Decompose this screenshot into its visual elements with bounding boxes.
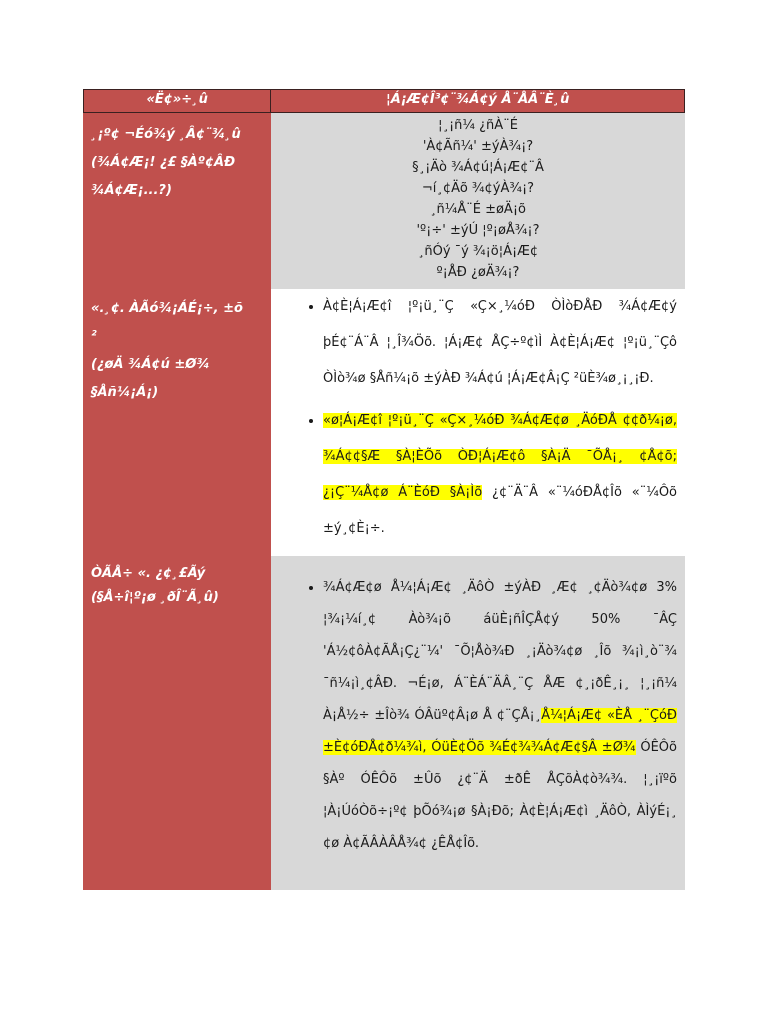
row2-left-cell xyxy=(83,289,271,556)
bullet-list xyxy=(271,572,677,860)
row2-left-line: §Åñ¼¡Á¡) xyxy=(91,385,159,400)
row2-left-line: «.¸¢. ÀÃó¾¡ÁÉ¡÷, ±õ xyxy=(91,301,243,316)
table-row-2 xyxy=(83,289,685,556)
row3-left-line: (§Å÷î¦º¡ø ¸ðÎ¨Ã¸û) xyxy=(91,590,219,605)
row2-left-line: ² xyxy=(91,329,97,344)
bullet-item: • À¢È¦Á¡Æ¢î ¦º¡ü¸¨Ç «Ç×¸¼óÐ ÒÌòÐÅÐ ¾Á¢Æ¢ý þÉ¢¨Á¨Â ¦¸Î¾Öõ. ¦Á¡Æ¢ ÅÇ÷º¢ìÌ À¢È¦Á¡Æ¢ ¦º¡ü¸¨Çô ÒÌò¾ø §Åñ¼¡õ ±ýÀÐ ¾Á¢ú ¦Á¡Æ¢Â¡Ç ²üÈ¾ø¸¡¸¡Ð. xyxy=(323,289,677,397)
row1-left-cell xyxy=(83,113,271,289)
header-left-cell: «Ë¢»÷¸û xyxy=(84,90,271,112)
document-table xyxy=(83,89,685,890)
row2-content-cell xyxy=(271,289,685,556)
row3-content-cell xyxy=(271,556,685,890)
bullet-text: ¿¢¨Ä¨Â «¨¼óÐÅ¢Îõ «¨¼Ôõ ±ý¸¢È¡÷. xyxy=(323,485,678,536)
poem-line: 'À¢Ãñ¼' ±ýÀ¾¡? xyxy=(422,139,534,154)
header-right-cell: ¦Á¡Æ¢Î³¢¨¾Á¢ý Å¨ÅÂ¨È¸û xyxy=(271,90,684,112)
row1-left-line: ¾Á¢Æ¡...?) xyxy=(91,183,172,198)
row3-left-line: ÒÃÅ÷ «. ¿¢¸£Ãý xyxy=(91,566,206,581)
poem-line: ¦¸¡ñ¼ ¿ñÀ¨É xyxy=(438,118,518,133)
table-row-1 xyxy=(83,113,685,289)
highlighted-text: «ø¦Á¡Æ¢î ¦º¡ü¸¨Ç «Ç×¸¼óÐ ¾Á¢Æ¢ø ¸ÄóÐÅ ¢¢ð¼¡ø, ¾Á¢¢§Æ §À¦ÈÕõ ÒÐ¦Á¡Æ¢ô §À¡Ä ¯ÕÅ¡¸ ¢Å¢õ; ¿¡Ç¨¼Å¢ø Á¨ÈóÐ §À¡Ìõ xyxy=(323,413,677,500)
row1-left-line: (¾Á¢Æ¡! ¿£ §Àº¢ÂÐ xyxy=(91,155,236,170)
row1-left-line: ¸¡º¢ ¬Éó¾ý ¸Â¢¨¾¸û xyxy=(91,127,241,142)
bullet-text: ¾Á¢Æ¢ø Å¼¦Á¡Æ¢ ¸ÄôÒ ±ýÀÐ ¸Æ¢ ¸¢Äò¾¢ø 3% ¦¾¡¼í¸¢ Àò¾¡õ áüÈ¡ñÎÇÅ¢ý 50% ¯ÂÇ 'Á½¢ôÀ¢ÃÅ¡Ç¿¨¼' ¯Õ¦Åò¾Ð ¸¡Äò¾¢ø ¸Îõ ¾¡ì¸ò¨¾ ¯ñ¼¡ì¸¢ÂÐ. ¬É¡ø, Á¨ÈÁ¨ÄÂ¸¨Ç ÅÆ ¢¸¡ðÊ¸¡¸ ¦¸¡ñ¼ À¡Å½÷ ±Îò¾ ÓÂüº¢Â¡ø Å ¢¨ÇÅ¡¸ xyxy=(323,580,677,723)
row3-left-cell xyxy=(83,556,271,890)
highlighted-text: Å¼¦Á¡Æ¢ «ÈÅ ¸¨ÇóÐ ±È¢óÐÅ¢ð¼¾ì, ÓüÈ¢Öõ ¾É¢¾¾Á¢Æ¢§Â ±Ø¾ xyxy=(323,708,677,755)
poem-line: º¡ÅÐ ¿øÄ¾¡? xyxy=(436,265,520,280)
row2-left-line: (¿øÄ ¾Á¢ú ±Ø¾ xyxy=(91,357,210,372)
poem-line: ¬í¸¢Äõ ¾¢ýÀ¾¡? xyxy=(421,181,535,196)
row1-poem-cell xyxy=(271,113,685,289)
poem-line: ¸ñ¼Å¨É ±øÄ¡õ xyxy=(430,202,526,217)
bullet-item xyxy=(323,572,677,860)
table-row-3 xyxy=(83,556,685,890)
bullet-item xyxy=(323,403,677,547)
poem-line: ¸ñÓý ¯ý ¾¡ö¦Á¡Æ¢ xyxy=(417,244,539,259)
bullet-text: ÓÊÔõ §Àº ÓÊÔõ ±Ûõ ¿¢¨Ä ±ðÊ ÅÇõÀ¢ò¾¾. ¦¸¡ïºõ ¦À¡ÚóÒõ÷¡º¢ þÕó¾¡ø §À¡Ðõ; À¢È¦Á¡Æ¢ì ¸ÄôÒ, ÀÌýÉ¡¸ ¢ø À¢ÃÂÀÂÅ¾¢ ¿ÊÅ¢Îõ. xyxy=(323,740,677,851)
poem-line: §¸¡Äò ¾Á¢ú¦Á¡Æ¢¨Â xyxy=(412,160,544,175)
poem-line: 'º¡÷' ±ýÚ ¦º¡øÅ¾¡? xyxy=(416,223,540,238)
bullet-list xyxy=(271,289,677,547)
table-header-row xyxy=(83,89,685,113)
